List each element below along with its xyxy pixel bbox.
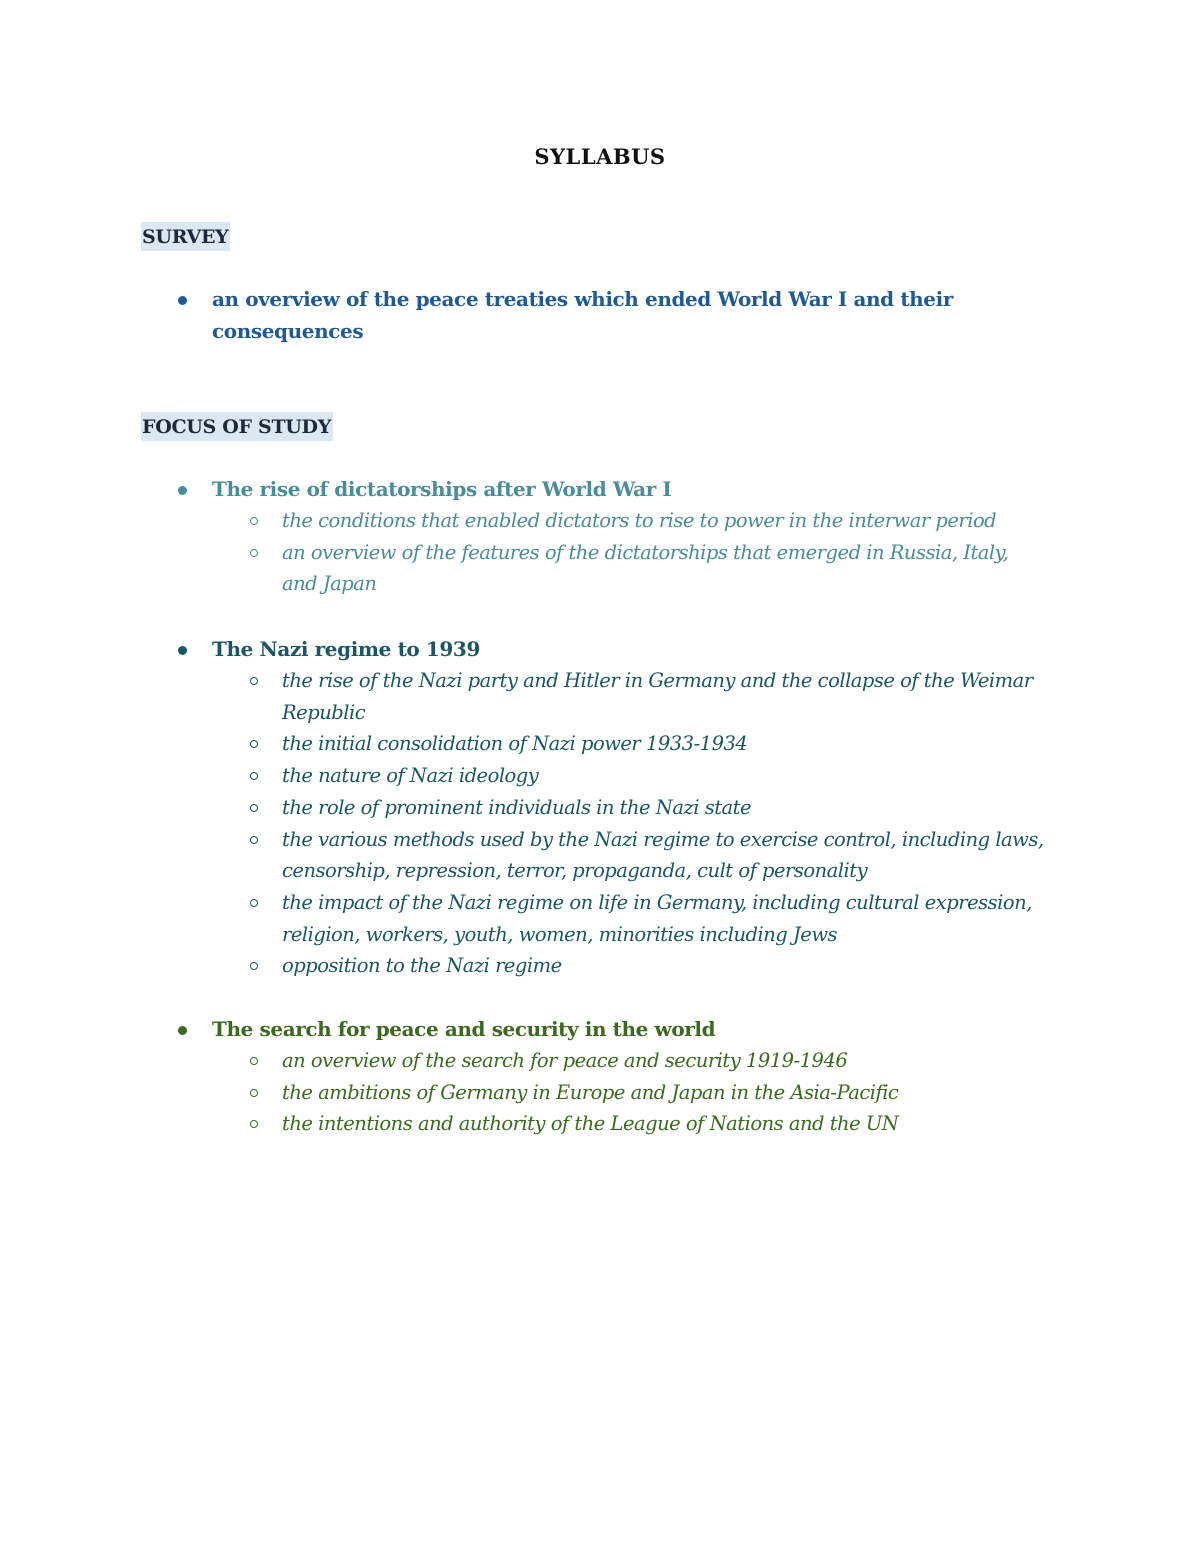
list-item-text: the intentions and authority of the League of Nations and the UN [282,1112,899,1136]
list-item [141,505,1071,537]
sub-list [141,505,1071,600]
topic-title-text: The Nazi regime to 1939 [212,637,480,661]
survey-item-line-2: consequences [212,319,364,343]
list-item-text: an overview of the search for peace and security 1919-1946 [282,1049,848,1072]
circle-bullet-icon [250,1089,258,1097]
list-item [141,728,1071,760]
topic-title-text: The rise of dictatorships after World War I [212,477,672,501]
topic-title [141,633,1071,665]
circle-bullet-icon [250,804,258,812]
topic-dictatorships [141,473,1071,600]
circle-bullet-icon [250,677,258,685]
circle-bullet-icon [250,1057,258,1065]
focus-heading: FOCUS OF STUDY [141,412,333,441]
list-item-text-cont: Republic [282,700,366,724]
list-item [141,1045,1071,1077]
topic-nazi-regime [141,633,1071,982]
sub-list [141,665,1071,982]
survey-item-text [141,283,1071,347]
sub-list [141,1045,1071,1140]
circle-bullet-icon [250,772,258,780]
list-item-text-cont: religion, workers, youth, women, minorities including Jews [282,922,838,946]
list-item-text-cont: and Japan [282,572,377,596]
survey-heading: SURVEY [141,222,230,251]
list-item [141,950,1071,982]
list-item [141,792,1071,824]
list-item-text: opposition to the Nazi regime [282,954,562,978]
list-item-text-cont: censorship, repression, terror, propaganda, cult of personality [282,859,868,883]
list-item-text: the initial consolidation of Nazi power 1933-1934 [282,732,748,756]
circle-bullet-icon [250,740,258,748]
survey-item-line-1: an overview of the peace treaties which ended World War I and their [212,287,953,311]
circle-bullet-icon [250,517,258,525]
list-item [141,1108,1071,1140]
list-item [141,760,1071,792]
list-item [141,824,1071,887]
list-item-text: the conditions that enabled dictators to rise to power in the interwar period [282,509,997,532]
list-item [141,537,1071,600]
page-title: SYLLABUS [534,144,666,169]
topic-peace-security [141,1013,1071,1140]
list-item-text: the ambitions of Germany in Europe and Japan in the Asia-Pacific [282,1080,899,1104]
circle-bullet-icon [250,836,258,844]
circle-bullet-icon [250,962,258,970]
list-item-text: the rise of the Nazi party and Hitler in Germany and the collapse of the Weimar [282,669,1033,692]
topic-title [141,1013,1071,1045]
list-item [141,665,1071,728]
survey-item [141,283,1071,347]
bullet-dot-icon [178,1026,187,1035]
bullet-dot-icon [178,296,187,305]
topic-title-text: The search for peace and security in the world [212,1017,716,1041]
list-item [141,887,1071,950]
bullet-dot-icon [178,486,187,495]
list-item-text: the role of prominent individuals in the Nazi state [282,795,752,819]
circle-bullet-icon [250,549,258,557]
circle-bullet-icon [250,1120,258,1128]
list-item-text: the nature of Nazi ideology [282,764,539,788]
list-item-text: the impact of the Nazi regime on life in Germany, including cultural expression, [282,890,1032,914]
topic-title [141,473,1071,505]
list-item-text: the various methods used by the Nazi regime to exercise control, including laws, [282,827,1044,851]
bullet-dot-icon [178,646,187,655]
list-item [141,1077,1071,1109]
circle-bullet-icon [250,899,258,907]
list-item-text: an overview of the features of the dictatorships that emerged in Russia, Italy, [282,540,1009,564]
